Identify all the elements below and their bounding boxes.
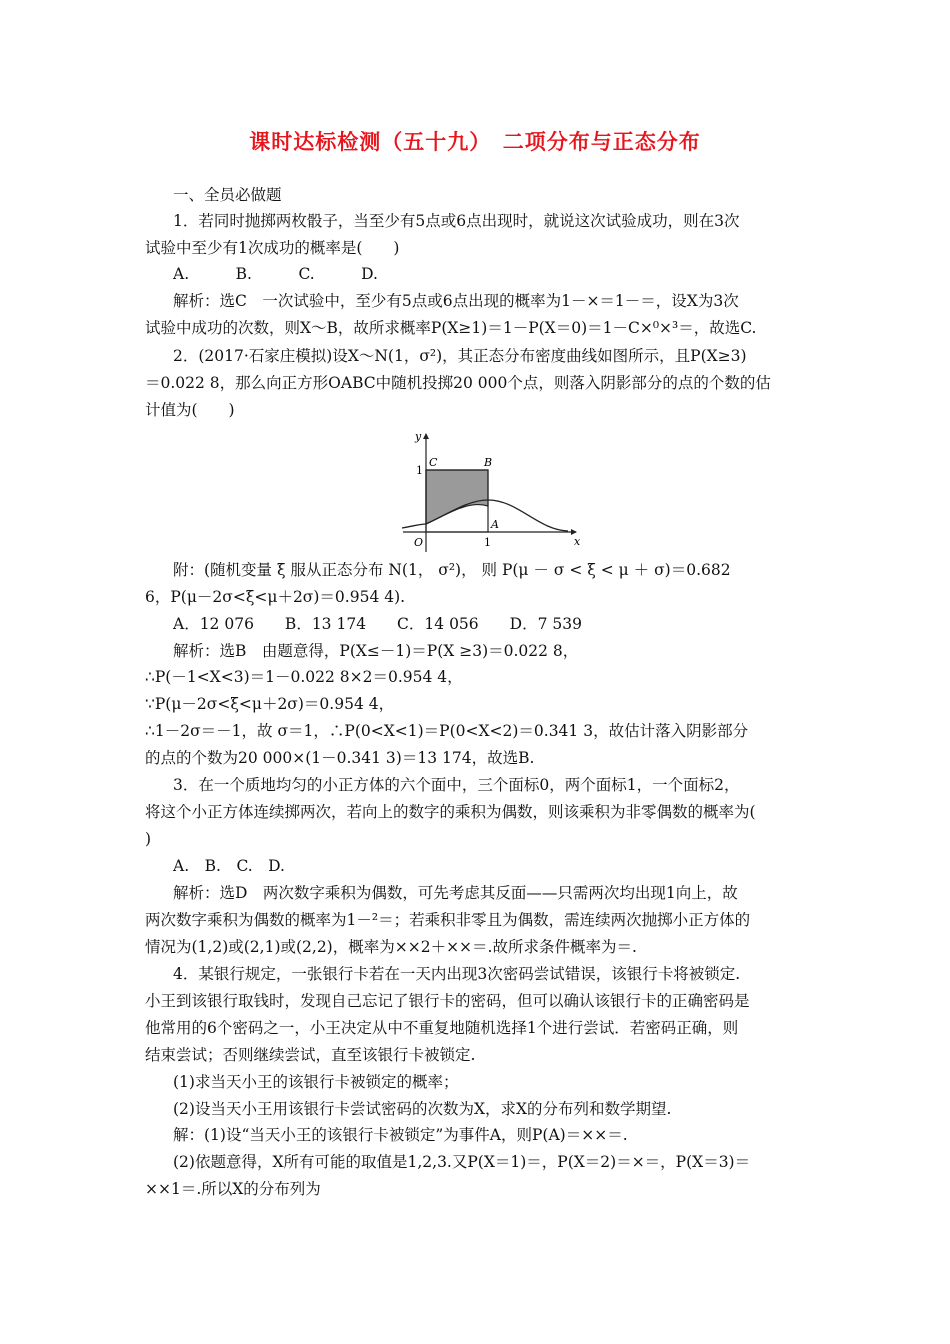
text-line: ＝0.022 8，那么向正方形OABC中随机投掷20 000个点，则落入阴影部分的点的个数的估 (145, 374, 771, 392)
text-line: 试验中成功的次数，则X～B，故所求概率P(X≥1)＝1－P(X＝0)＝1－C×⁰×³＝，故选C. (145, 319, 757, 337)
text-line: 将这个小正方体连续掷两次，若向上的数字的乘积为偶数，则该乘积为非零偶数的概率为( (145, 803, 756, 821)
text-line: 3．在一个质地均匀的小正方体的六个面中，三个面标0，两个面标1，一个面标2， (173, 776, 740, 794)
text-line: 1．若同时抛掷两枚骰子，当至少有5点或6点出现时，就说这次试验成功，则在3次 (173, 212, 740, 230)
text-line: 解：(1)设“当天小王的该银行卡被锁定”为事件A，则P(A)＝××＝. (173, 1126, 628, 1144)
text-line: (1)求当天小王的该银行卡被锁定的概率； (173, 1073, 459, 1091)
point-a-label: A (491, 518, 499, 531)
text-line: 试验中至少有1次成功的概率是( ) (145, 239, 400, 257)
page-title: 课时达标检测（五十九） 二项分布与正态分布 (249, 130, 701, 154)
origin-label: O (414, 536, 424, 549)
text-line: ××1＝.所以X的分布列为 (145, 1180, 321, 1198)
text-line: 情况为(1,2)或(2,1)或(2,2)，概率为××2＋××＝.故所求条件概率为＝. (145, 938, 637, 956)
point-c-label: C (429, 456, 438, 469)
text-line: 一、全员必做题 (173, 186, 282, 204)
text-line: 他常用的6个密码之一，小王决定从中不重复地随机选择1个进行尝试．若密码正确，则 (145, 1019, 739, 1037)
text-line: 计值为( ) (145, 401, 235, 419)
text-line: A．12 076 B．13 174 C．14 056 D．7 539 (173, 615, 582, 633)
text-line: ∴1－2σ＝－1，故 σ＝1，∴P(0<X<1)＝P(0<X<2)＝0.341 3，故估计落入阴影部分 (145, 722, 749, 740)
text-line: 附：(随机变量 ξ 服从正态分布 N(1， σ²)， 则 P(μ － σ < ξ < μ ＋ σ)＝0.682 (173, 561, 731, 579)
text-line: 2．(2017·石家庄模拟)设X～N(1，σ²)，其正态分布密度曲线如图所示，且P(X≥3) (173, 347, 747, 365)
text-line: 结束尝试；否则继续尝试，直至该银行卡被锁定. (145, 1046, 476, 1064)
text-line: ∵P(μ－2σ<ξ<μ＋2σ)＝0.954 4， (145, 695, 395, 713)
text-line: 两次数字乘积为偶数的概率为1－²＝；若乘积非零且为偶数，需连续两次抛掷小正方体的 (145, 911, 751, 929)
text-line: 解析：选D 两次数字乘积为偶数，可先考虑其反面——只需两次均出现1向上，故 (173, 884, 738, 902)
text-line: 解析：选C 一次试验中，至少有5点或6点出现的概率为1－×＝1－＝，设X为3次 (173, 292, 739, 310)
shaded-region (426, 470, 488, 524)
text-line: ∴P(－1<X<3)＝1－0.022 8×2＝0.954 4， (145, 668, 463, 686)
text-line: A. B. C. D. (173, 857, 285, 875)
text-line: ) (145, 830, 152, 848)
text-line: 的点的个数为20 000×(1－0.341 3)＝13 174，故选B. (145, 749, 535, 767)
normal-curve-figure (398, 424, 598, 554)
point-b-label: B (484, 456, 493, 469)
text-line: (2)依题意得，X所有可能的取值是1,2,3.又P(X＝1)＝，P(X＝2)＝×＝，P(X＝3)＝ (173, 1153, 751, 1171)
x-axis-label: x (574, 535, 581, 548)
text-line: 解析：选B 由题意得，P(X≤－1)＝P(X ≥3)＝0.022 8， (173, 642, 579, 660)
tick-x-label: 1 (484, 536, 491, 549)
text-line: 6，P(μ－2σ<ξ<μ＋2σ)＝0.954 4). (145, 588, 406, 606)
text-line: (2)设当天小王用该银行卡尝试密码的次数为X，求X的分布列和数学期望. (173, 1100, 672, 1118)
text-line: A. B. C. D. (173, 265, 378, 283)
tick-y-label: 1 (416, 464, 423, 477)
text-line: 4．某银行规定，一张银行卡若在一天内出现3次密码尝试错误，该银行卡将被锁定. (173, 965, 741, 983)
y-axis-label: y (415, 430, 422, 443)
text-line: 小王到该银行取钱时，发现自己忘记了银行卡的密码，但可以确认该银行卡的正确密码是 (145, 992, 750, 1010)
